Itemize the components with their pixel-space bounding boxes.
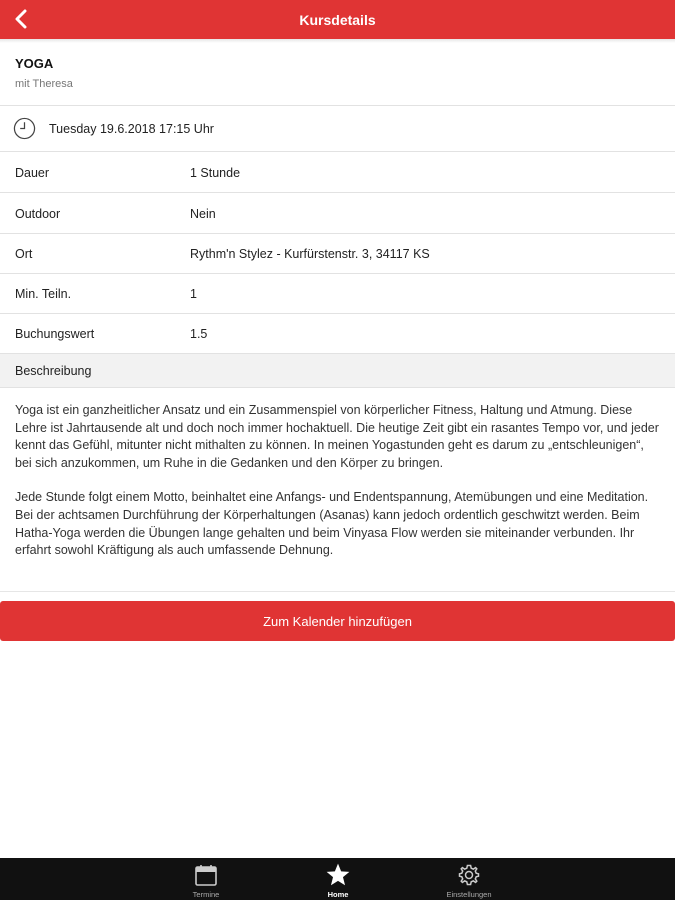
date-row <box>0 106 675 152</box>
course-heading <box>0 43 675 106</box>
app-header <box>0 0 675 39</box>
page-title: Kursdetails <box>299 11 376 28</box>
detail-label: Buchungswert <box>15 327 95 341</box>
add-to-calendar-button[interactable]: Zum Kalender hinzufügen <box>0 601 675 641</box>
calendar-icon <box>193 862 219 888</box>
chevron-left-icon <box>14 9 28 29</box>
detail-row-buchungswert <box>0 314 675 354</box>
detail-label: Dauer <box>15 166 50 180</box>
detail-label: Ort <box>15 247 33 261</box>
detail-value: 1 Stunde <box>190 166 241 180</box>
clock-icon <box>13 117 36 140</box>
description-heading <box>0 354 675 388</box>
tab-label: Home <box>327 890 349 899</box>
detail-label: Outdoor <box>15 207 61 221</box>
description-label: Beschreibung <box>15 364 92 378</box>
divider <box>0 591 675 592</box>
date-text: Tuesday 19.6.2018 17:15 Uhr <box>49 122 214 136</box>
detail-row-min-teiln <box>0 274 675 314</box>
detail-row-dauer <box>0 153 675 193</box>
star-icon <box>325 862 351 888</box>
description-text <box>15 402 663 577</box>
detail-label: Min. Teiln. <box>15 287 72 301</box>
detail-value: 1.5 <box>190 327 208 341</box>
tab-termine[interactable] <box>166 858 246 900</box>
detail-value: 1 <box>190 287 197 301</box>
tab-bar <box>0 858 675 900</box>
tab-home[interactable] <box>298 858 378 900</box>
gear-icon <box>456 862 482 888</box>
description-paragraph: Yoga ist ein ganzheitlicher Ansatz und ein Zusammenspiel von körperlicher Fitness, Haltung und Atmung. Diese Lehre ist Jahrtausende alt und doch noch immer hochaktuell. Die heutige Zeit gibt ein rasantes Tempo vor, und jeder kennt das Gefühl, mitunter nicht mithalten zu können. In meinen Yogastunden geht es darum zu „entschleunigen“, bei sich anzukommen, um Ruhe in die Gedanken und den Körper zu bringen. <box>15 403 659 470</box>
tab-einstellungen[interactable] <box>429 858 509 900</box>
detail-value: Rythm'n Stylez - Kurfürstenstr. 3, 34117 KS <box>190 247 430 261</box>
course-instructor: mit Theresa <box>15 78 73 90</box>
course-title: YOGA <box>15 56 54 71</box>
back-button[interactable] <box>6 4 36 34</box>
detail-row-outdoor <box>0 194 675 234</box>
detail-row-ort <box>0 234 675 274</box>
tab-label: Termine <box>192 890 220 899</box>
tab-label: Einstellungen <box>446 890 492 899</box>
description-paragraph: Jede Stunde folgt einem Motto, beinhaltet eine Anfangs- und Endentspannung, Atemübungen und eine Meditation. Bei der achtsamen Durchführung der Körperhaltungen (Asanas) kann jedoch ordentlich geschwitzt werden. Beim Hatha-Yoga werden die Übungen lange gehalten und beim Vinyasa Flow werden sie miteinander verbunden. Ihr erfahrt sowohl Kräftigung als auch umfassende Dehnung. <box>15 490 649 558</box>
detail-value: Nein <box>190 207 216 221</box>
